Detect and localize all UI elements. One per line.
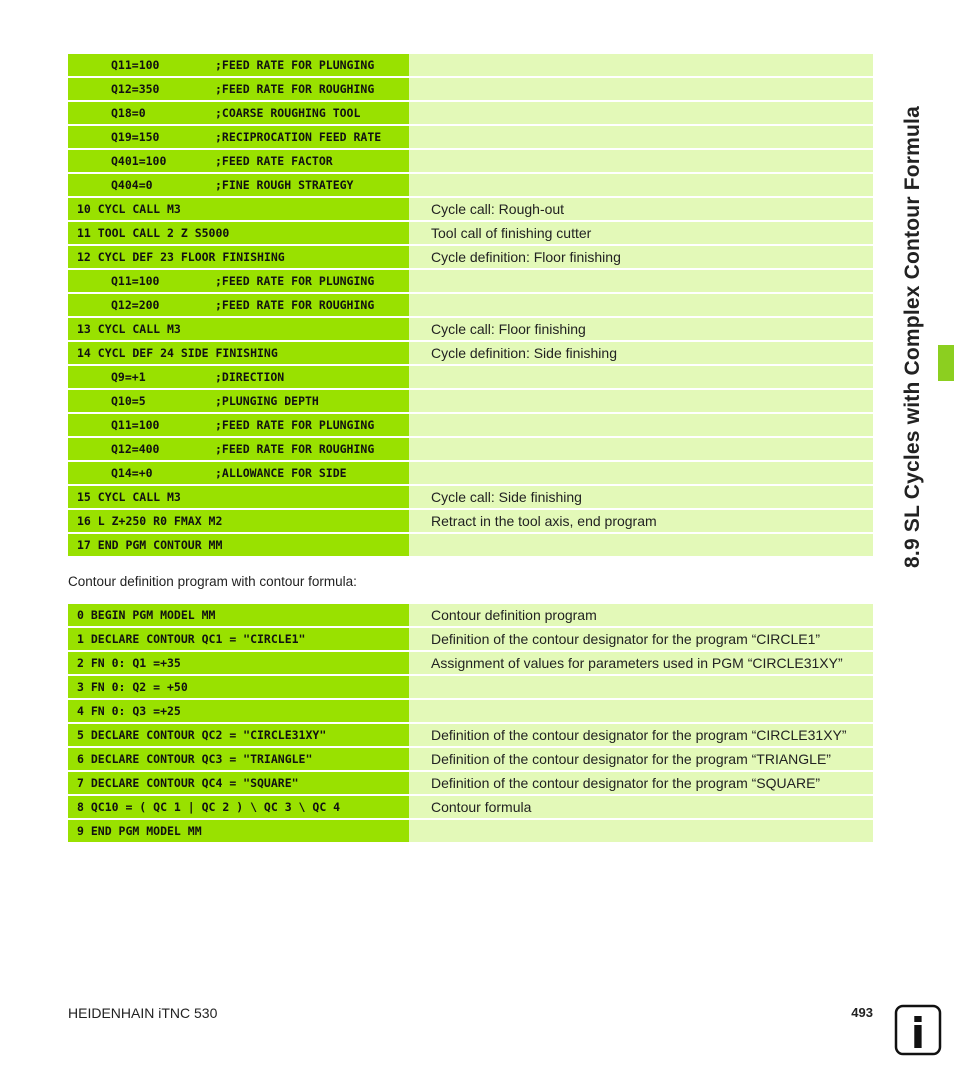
program-line [68, 534, 873, 556]
nc-block-code: 3 FN 0: Q2 = +50 [68, 676, 409, 698]
chapter-side-title: 8.9 SL Cycles with Complex Contour Formula [901, 106, 924, 568]
program-line [68, 198, 873, 220]
parameter-comment: ;FEED RATE FOR ROUGHING [215, 442, 375, 456]
program-line [68, 438, 873, 460]
program-line [68, 796, 873, 818]
program-line [68, 246, 873, 268]
line-description [409, 462, 873, 484]
nc-program-table-1 [68, 54, 873, 558]
program-line [68, 462, 873, 484]
line-description [409, 78, 873, 100]
cycle-parameter [68, 150, 409, 172]
info-icon [894, 1004, 942, 1056]
cycle-parameter [68, 366, 409, 388]
line-description [409, 54, 873, 76]
line-description: Definition of the contour designator for the program “CIRCLE1” [409, 628, 873, 650]
program-line [68, 700, 873, 722]
line-description: Cycle definition: Floor finishing [409, 246, 873, 268]
program-line [68, 414, 873, 436]
program-line [68, 486, 873, 508]
cycle-parameter [68, 438, 409, 460]
line-description [409, 820, 873, 842]
line-description [409, 700, 873, 722]
program-line [68, 126, 873, 148]
parameter-value: Q401=100 [111, 154, 167, 168]
line-description: Retract in the tool axis, end program [409, 510, 873, 532]
program-line [68, 748, 873, 770]
parameter-comment: ;FEED RATE FOR PLUNGING [215, 274, 375, 288]
line-description [409, 390, 873, 412]
cycle-parameter [68, 414, 409, 436]
nc-block-code: 6 DECLARE CONTOUR QC3 = "TRIANGLE" [68, 748, 409, 770]
cycle-parameter [68, 102, 409, 124]
line-description: Definition of the contour designator for the program “SQUARE” [409, 772, 873, 794]
parameter-comment: ;FEED RATE FOR PLUNGING [215, 418, 375, 432]
parameter-comment: ;PLUNGING DEPTH [215, 394, 319, 408]
parameter-comment: ;FEED RATE FOR ROUGHING [215, 298, 375, 312]
program-line [68, 342, 873, 364]
parameter-value: Q11=100 [111, 418, 160, 432]
parameter-comment: ;DIRECTION [215, 370, 285, 384]
nc-block-code: 0 BEGIN PGM MODEL MM [68, 604, 409, 626]
program-line [68, 676, 873, 698]
parameter-comment: ;ALLOWANCE FOR SIDE [215, 466, 347, 480]
program-line [68, 772, 873, 794]
parameter-value: Q12=350 [111, 82, 160, 96]
section-caption: Contour definition program with contour formula: [68, 574, 357, 589]
nc-block-code: 13 CYCL CALL M3 [68, 318, 409, 340]
program-line [68, 174, 873, 196]
parameter-comment: ;FINE ROUGH STRATEGY [215, 178, 354, 192]
line-description [409, 102, 873, 124]
parameter-value: Q9=+1 [111, 370, 146, 384]
parameter-value: Q11=100 [111, 58, 160, 72]
line-description [409, 294, 873, 316]
nc-block-code: 8 QC10 = ( QC 1 | QC 2 ) \ QC 3 \ QC 4 [68, 796, 409, 818]
program-line [68, 294, 873, 316]
program-line [68, 510, 873, 532]
nc-block-code: 4 FN 0: Q3 =+25 [68, 700, 409, 722]
parameter-value: Q404=0 [111, 178, 153, 192]
line-description: Contour formula [409, 796, 873, 818]
program-line [68, 270, 873, 292]
cycle-parameter [68, 126, 409, 148]
program-line [68, 150, 873, 172]
cycle-parameter [68, 462, 409, 484]
parameter-value: Q11=100 [111, 274, 160, 288]
cycle-parameter [68, 78, 409, 100]
program-line [68, 604, 873, 626]
parameter-comment: ;COARSE ROUGHING TOOL [215, 106, 361, 120]
line-description: Cycle definition: Side finishing [409, 342, 873, 364]
cycle-parameter [68, 390, 409, 412]
line-description: Contour definition program [409, 604, 873, 626]
nc-program-table-2 [68, 604, 873, 844]
parameter-value: Q18=0 [111, 106, 146, 120]
program-line [68, 724, 873, 746]
line-description: Tool call of finishing cutter [409, 222, 873, 244]
program-line [68, 54, 873, 76]
nc-block-code: 7 DECLARE CONTOUR QC4 = "SQUARE" [68, 772, 409, 794]
nc-block-code: 2 FN 0: Q1 =+35 [68, 652, 409, 674]
line-description [409, 150, 873, 172]
parameter-value: Q14=+0 [111, 466, 153, 480]
info-icon-glyph: i [910, 1009, 926, 1056]
parameter-value: Q19=150 [111, 130, 160, 144]
nc-block-code: 17 END PGM CONTOUR MM [68, 534, 409, 556]
line-description: Definition of the contour designator for the program “CIRCLE31XY” [409, 724, 873, 746]
parameter-comment: ;FEED RATE FOR PLUNGING [215, 58, 375, 72]
program-line [68, 102, 873, 124]
cycle-parameter [68, 270, 409, 292]
line-description [409, 438, 873, 460]
parameter-comment: ;FEED RATE FACTOR [215, 154, 333, 168]
page-number: 493 [851, 1005, 873, 1020]
nc-block-code: 9 END PGM MODEL MM [68, 820, 409, 842]
nc-block-code: 5 DECLARE CONTOUR QC2 = "CIRCLE31XY" [68, 724, 409, 746]
parameter-comment: ;FEED RATE FOR ROUGHING [215, 82, 375, 96]
line-description [409, 270, 873, 292]
line-description: Definition of the contour designator for the program “TRIANGLE” [409, 748, 873, 770]
line-description: Assignment of values for parameters used in PGM “CIRCLE31XY” [409, 652, 873, 674]
nc-block-code: 1 DECLARE CONTOUR QC1 = "CIRCLE1" [68, 628, 409, 650]
line-description: Cycle call: Floor finishing [409, 318, 873, 340]
nc-block-code: 14 CYCL DEF 24 SIDE FINISHING [68, 342, 409, 364]
parameter-comment: ;RECIPROCATION FEED RATE [215, 130, 382, 144]
program-line [68, 366, 873, 388]
nc-block-code: 15 CYCL CALL M3 [68, 486, 409, 508]
program-line [68, 652, 873, 674]
program-line [68, 390, 873, 412]
cycle-parameter [68, 54, 409, 76]
line-description: Cycle call: Side finishing [409, 486, 873, 508]
program-line [68, 222, 873, 244]
line-description [409, 366, 873, 388]
line-description [409, 126, 873, 148]
nc-block-code: 12 CYCL DEF 23 FLOOR FINISHING [68, 246, 409, 268]
footer-product-name: HEIDENHAIN iTNC 530 [68, 1005, 218, 1021]
nc-block-code: 16 L Z+250 R0 FMAX M2 [68, 510, 409, 532]
line-description [409, 414, 873, 436]
chapter-tab-marker [938, 345, 954, 381]
parameter-value: Q10=5 [111, 394, 146, 408]
program-line [68, 628, 873, 650]
line-description [409, 174, 873, 196]
program-line [68, 78, 873, 100]
cycle-parameter [68, 294, 409, 316]
line-description [409, 534, 873, 556]
nc-block-code: 11 TOOL CALL 2 Z S5000 [68, 222, 409, 244]
program-line [68, 820, 873, 842]
cycle-parameter [68, 174, 409, 196]
program-line [68, 318, 873, 340]
line-description [409, 676, 873, 698]
line-description: Cycle call: Rough-out [409, 198, 873, 220]
parameter-value: Q12=200 [111, 298, 160, 312]
parameter-value: Q12=400 [111, 442, 160, 456]
nc-block-code: 10 CYCL CALL M3 [68, 198, 409, 220]
